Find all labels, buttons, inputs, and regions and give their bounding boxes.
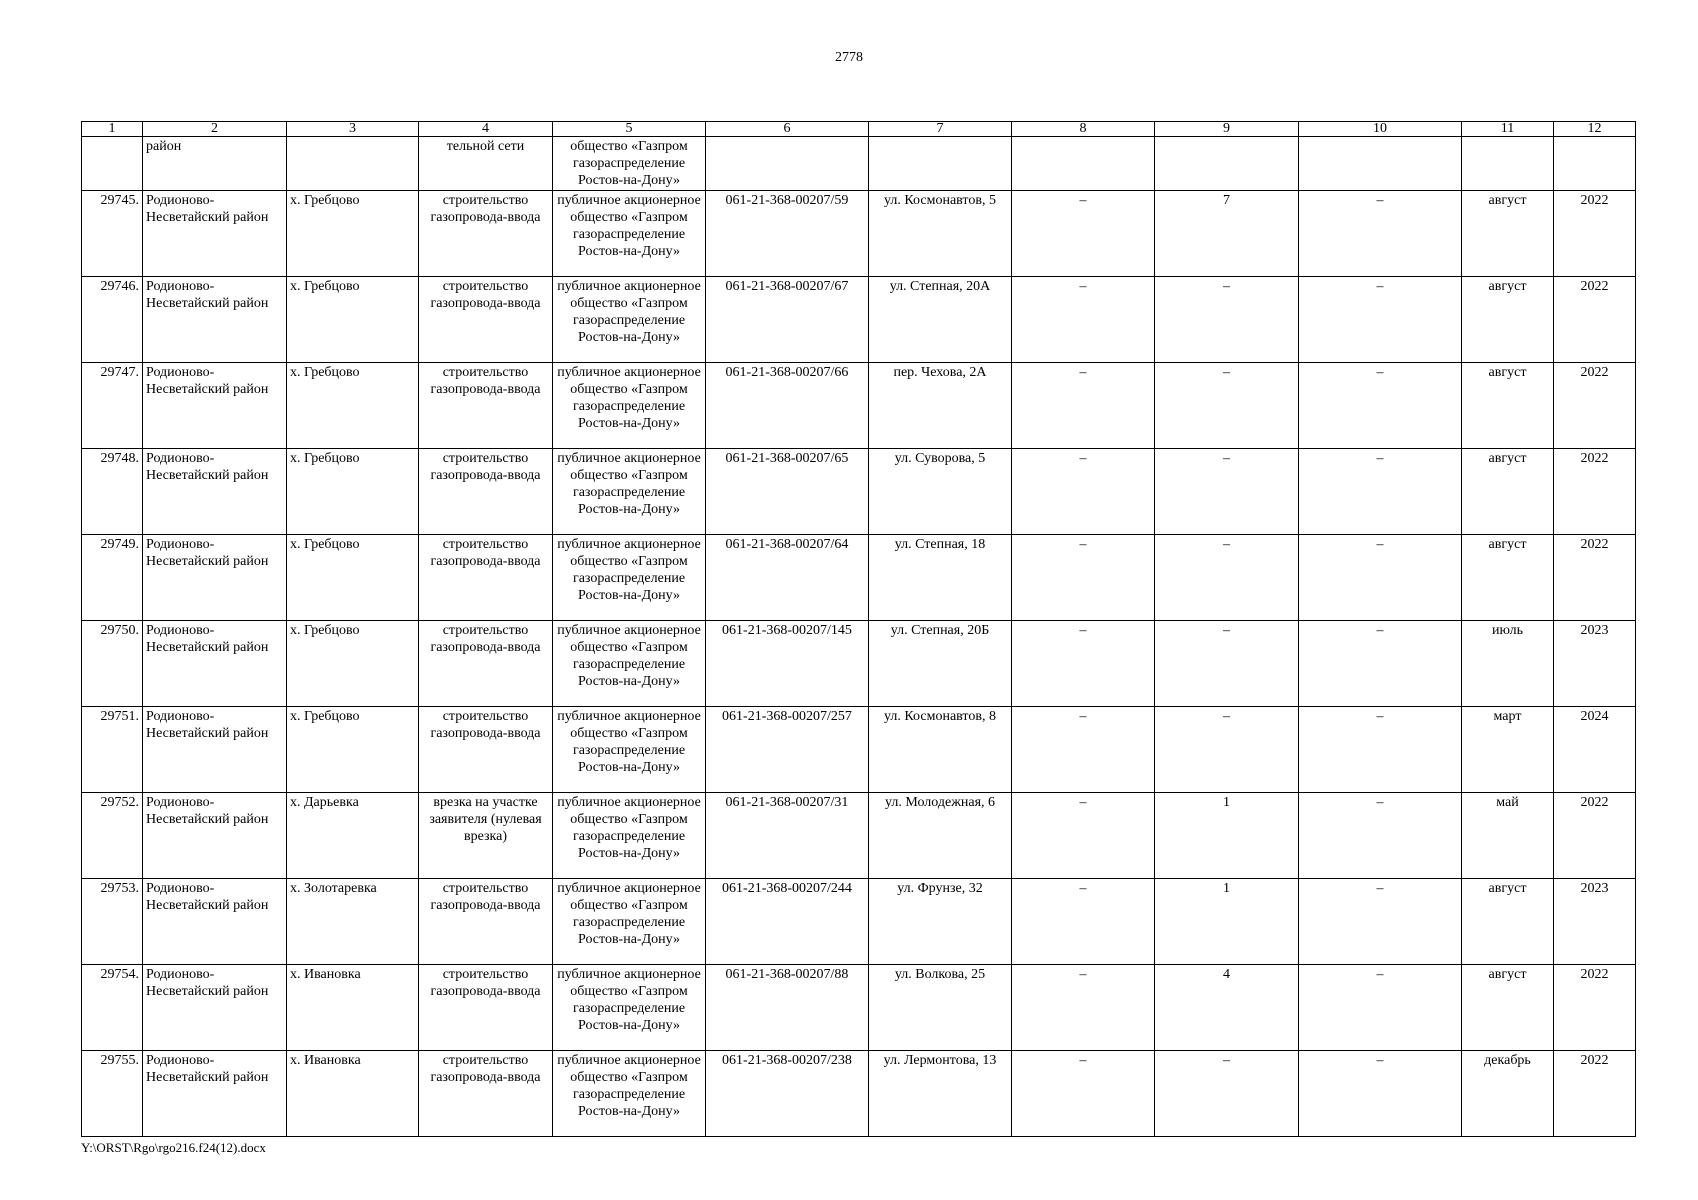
column-header: 7 bbox=[869, 122, 1012, 137]
column-header: 10 bbox=[1299, 122, 1462, 137]
cell-col8: – bbox=[1012, 1050, 1155, 1136]
cell-district: Родионово-Несветайский район bbox=[143, 276, 287, 362]
cell-address: ул. Космонавтов, 5 bbox=[869, 190, 1012, 276]
cell-locality bbox=[287, 137, 419, 191]
cell-district: Родионово-Несветайский район bbox=[143, 448, 287, 534]
cell-address: ул. Фрунзе, 32 bbox=[869, 878, 1012, 964]
cell-org: публичное акционерное общество «Газпром газораспределение Ростов-на-Дону» bbox=[553, 620, 706, 706]
cell-number: 29746. bbox=[82, 276, 143, 362]
column-header: 5 bbox=[553, 122, 706, 137]
cell-address: ул. Космонавтов, 8 bbox=[869, 706, 1012, 792]
cell-col8: – bbox=[1012, 190, 1155, 276]
cell-col9: – bbox=[1155, 276, 1299, 362]
cell-org: публичное акционерное общество «Газпром газораспределение Ростов-на-Дону» bbox=[553, 792, 706, 878]
cell-month: август bbox=[1462, 448, 1554, 534]
cell-number: 29751. bbox=[82, 706, 143, 792]
cell-work: тельной сети bbox=[419, 137, 553, 191]
table-row bbox=[82, 190, 1636, 276]
cell-month: август bbox=[1462, 362, 1554, 448]
cell-col9: 1 bbox=[1155, 878, 1299, 964]
cell-year: 2022 bbox=[1554, 448, 1636, 534]
cell-year: 2023 bbox=[1554, 878, 1636, 964]
cell-col10: – bbox=[1299, 448, 1462, 534]
cell-col8 bbox=[1012, 137, 1155, 191]
cell-number: 29749. bbox=[82, 534, 143, 620]
column-header: 8 bbox=[1012, 122, 1155, 137]
cell-number: 29747. bbox=[82, 362, 143, 448]
cell-year: 2022 bbox=[1554, 362, 1636, 448]
cell-org: публичное акционерное общество «Газпром газораспределение Ростов-на-Дону» bbox=[553, 276, 706, 362]
column-header: 12 bbox=[1554, 122, 1636, 137]
cell-col9: – bbox=[1155, 534, 1299, 620]
column-header: 11 bbox=[1462, 122, 1554, 137]
cell-month: декабрь bbox=[1462, 1050, 1554, 1136]
cell-district: Родионово-Несветайский район bbox=[143, 362, 287, 448]
table-row bbox=[82, 964, 1636, 1050]
table-row bbox=[82, 362, 1636, 448]
cell-month: август bbox=[1462, 878, 1554, 964]
cell-month: май bbox=[1462, 792, 1554, 878]
cell-work: строительство газопровода-ввода bbox=[419, 534, 553, 620]
cell-col8: – bbox=[1012, 878, 1155, 964]
cell-work: врезка на участке заявителя (нулевая врезка) bbox=[419, 792, 553, 878]
table-row bbox=[82, 534, 1636, 620]
cell-col10: – bbox=[1299, 620, 1462, 706]
cell-district: Родионово-Несветайский район bbox=[143, 1050, 287, 1136]
cell-locality: х. Ивановка bbox=[287, 964, 419, 1050]
cell-col9: 7 bbox=[1155, 190, 1299, 276]
cell-district: район bbox=[143, 137, 287, 191]
cell-district: Родионово-Несветайский район bbox=[143, 620, 287, 706]
cell-col10: – bbox=[1299, 792, 1462, 878]
cell-district: Родионово-Несветайский район bbox=[143, 964, 287, 1050]
cell-code: 061-21-368-00207/88 bbox=[706, 964, 869, 1050]
cell-locality: х. Гребцово bbox=[287, 620, 419, 706]
table-row bbox=[82, 878, 1636, 964]
cell-number: 29754. bbox=[82, 964, 143, 1050]
cell-year: 2022 bbox=[1554, 964, 1636, 1050]
cell-address: ул. Степная, 20А bbox=[869, 276, 1012, 362]
cell-number bbox=[82, 137, 143, 191]
cell-number: 29753. bbox=[82, 878, 143, 964]
cell-col10: – bbox=[1299, 534, 1462, 620]
cell-district: Родионово-Несветайский район bbox=[143, 190, 287, 276]
cell-district: Родионово-Несветайский район bbox=[143, 878, 287, 964]
column-header: 2 bbox=[143, 122, 287, 137]
cell-address: ул. Суворова, 5 bbox=[869, 448, 1012, 534]
cell-year bbox=[1554, 137, 1636, 191]
cell-year: 2024 bbox=[1554, 706, 1636, 792]
cell-address: ул. Лермонтова, 13 bbox=[869, 1050, 1012, 1136]
cell-year: 2022 bbox=[1554, 792, 1636, 878]
table-row bbox=[82, 706, 1636, 792]
cell-address: ул. Степная, 18 bbox=[869, 534, 1012, 620]
cell-locality: х. Золотаревка bbox=[287, 878, 419, 964]
cell-col10: – bbox=[1299, 964, 1462, 1050]
cell-col10: – bbox=[1299, 878, 1462, 964]
cell-year: 2022 bbox=[1554, 276, 1636, 362]
table-row bbox=[82, 792, 1636, 878]
cell-col9: – bbox=[1155, 620, 1299, 706]
cell-code: 061-21-368-00207/257 bbox=[706, 706, 869, 792]
cell-year: 2022 bbox=[1554, 534, 1636, 620]
data-table bbox=[81, 121, 1636, 1137]
cell-code: 061-21-368-00207/59 bbox=[706, 190, 869, 276]
cell-col8: – bbox=[1012, 792, 1155, 878]
cell-col8: – bbox=[1012, 448, 1155, 534]
cell-locality: х. Гребцово bbox=[287, 706, 419, 792]
cell-code: 061-21-368-00207/65 bbox=[706, 448, 869, 534]
cell-address bbox=[869, 137, 1012, 191]
cell-org: публичное акционерное общество «Газпром газораспределение Ростов-на-Дону» bbox=[553, 1050, 706, 1136]
cell-locality: х. Гребцово bbox=[287, 534, 419, 620]
cell-col10: – bbox=[1299, 190, 1462, 276]
cell-locality: х. Гребцово bbox=[287, 190, 419, 276]
cell-month bbox=[1462, 137, 1554, 191]
cell-code: 061-21-368-00207/238 bbox=[706, 1050, 869, 1136]
cell-col8: – bbox=[1012, 276, 1155, 362]
cell-address: пер. Чехова, 2А bbox=[869, 362, 1012, 448]
footer-file-path: Y:\ORST\Rgo\rgo216.f24(12).docx bbox=[81, 1140, 266, 1155]
cell-locality: х. Гребцово bbox=[287, 448, 419, 534]
cell-number: 29752. bbox=[82, 792, 143, 878]
cell-locality: х. Ивановка bbox=[287, 1050, 419, 1136]
header-row bbox=[82, 122, 1636, 137]
cell-district: Родионово-Несветайский район bbox=[143, 534, 287, 620]
cell-number: 29745. bbox=[82, 190, 143, 276]
cell-col8: – bbox=[1012, 706, 1155, 792]
cell-year: 2022 bbox=[1554, 1050, 1636, 1136]
continuation-row bbox=[82, 137, 1636, 191]
cell-locality: х. Дарьевка bbox=[287, 792, 419, 878]
cell-number: 29755. bbox=[82, 1050, 143, 1136]
cell-work: строительство газопровода-ввода bbox=[419, 1050, 553, 1136]
table-row bbox=[82, 276, 1636, 362]
cell-code: 061-21-368-00207/31 bbox=[706, 792, 869, 878]
cell-work: строительство газопровода-ввода bbox=[419, 706, 553, 792]
cell-col10: – bbox=[1299, 362, 1462, 448]
column-header: 3 bbox=[287, 122, 419, 137]
cell-org: публичное акционерное общество «Газпром газораспределение Ростов-на-Дону» bbox=[553, 706, 706, 792]
cell-code: 061-21-368-00207/145 bbox=[706, 620, 869, 706]
cell-col8: – bbox=[1012, 620, 1155, 706]
table-row bbox=[82, 1050, 1636, 1136]
cell-code: 061-21-368-00207/66 bbox=[706, 362, 869, 448]
cell-month: март bbox=[1462, 706, 1554, 792]
cell-code: 061-21-368-00207/67 bbox=[706, 276, 869, 362]
cell-org: публичное акционерное общество «Газпром газораспределение Ростов-на-Дону» bbox=[553, 448, 706, 534]
cell-col10: – bbox=[1299, 706, 1462, 792]
cell-work: строительство газопровода-ввода bbox=[419, 276, 553, 362]
cell-number: 29750. bbox=[82, 620, 143, 706]
cell-col8: – bbox=[1012, 534, 1155, 620]
column-header: 1 bbox=[82, 122, 143, 137]
cell-code bbox=[706, 137, 869, 191]
cell-locality: х. Гребцово bbox=[287, 362, 419, 448]
cell-col9 bbox=[1155, 137, 1299, 191]
cell-col9: – bbox=[1155, 448, 1299, 534]
cell-month: август bbox=[1462, 534, 1554, 620]
page-number: 2778 bbox=[835, 50, 863, 65]
cell-work: строительство газопровода-ввода bbox=[419, 964, 553, 1050]
cell-month: июль bbox=[1462, 620, 1554, 706]
column-header: 6 bbox=[706, 122, 869, 137]
cell-code: 061-21-368-00207/64 bbox=[706, 534, 869, 620]
cell-col10: – bbox=[1299, 1050, 1462, 1136]
column-header: 9 bbox=[1155, 122, 1299, 137]
cell-col8: – bbox=[1012, 362, 1155, 448]
cell-address: ул. Волкова, 25 bbox=[869, 964, 1012, 1050]
cell-col10 bbox=[1299, 137, 1462, 191]
cell-year: 2023 bbox=[1554, 620, 1636, 706]
cell-org: публичное акционерное общество «Газпром газораспределение Ростов-на-Дону» bbox=[553, 534, 706, 620]
column-header: 4 bbox=[419, 122, 553, 137]
cell-work: строительство газопровода-ввода bbox=[419, 362, 553, 448]
cell-col9: – bbox=[1155, 362, 1299, 448]
cell-org: публичное акционерное общество «Газпром газораспределение Ростов-на-Дону» bbox=[553, 190, 706, 276]
cell-district: Родионово-Несветайский район bbox=[143, 706, 287, 792]
cell-col9: 1 bbox=[1155, 792, 1299, 878]
cell-col9: – bbox=[1155, 706, 1299, 792]
cell-address: ул. Молодежная, 6 bbox=[869, 792, 1012, 878]
cell-district: Родионово-Несветайский район bbox=[143, 792, 287, 878]
cell-work: строительство газопровода-ввода bbox=[419, 448, 553, 534]
cell-col9: – bbox=[1155, 1050, 1299, 1136]
cell-month: август bbox=[1462, 964, 1554, 1050]
cell-work: строительство газопровода-ввода bbox=[419, 878, 553, 964]
cell-work: строительство газопровода-ввода bbox=[419, 620, 553, 706]
cell-month: август bbox=[1462, 276, 1554, 362]
cell-locality: х. Гребцово bbox=[287, 276, 419, 362]
cell-address: ул. Степная, 20Б bbox=[869, 620, 1012, 706]
cell-col10: – bbox=[1299, 276, 1462, 362]
cell-year: 2022 bbox=[1554, 190, 1636, 276]
cell-org: общество «Газпром газораспределение Ростов-на-Дону» bbox=[553, 137, 706, 191]
cell-code: 061-21-368-00207/244 bbox=[706, 878, 869, 964]
cell-org: публичное акционерное общество «Газпром газораспределение Ростов-на-Дону» bbox=[553, 362, 706, 448]
cell-org: публичное акционерное общество «Газпром газораспределение Ростов-на-Дону» bbox=[553, 878, 706, 964]
cell-number: 29748. bbox=[82, 448, 143, 534]
cell-month: август bbox=[1462, 190, 1554, 276]
cell-work: строительство газопровода-ввода bbox=[419, 190, 553, 276]
cell-col8: – bbox=[1012, 964, 1155, 1050]
cell-col9: 4 bbox=[1155, 964, 1299, 1050]
table-row bbox=[82, 620, 1636, 706]
table-row bbox=[82, 448, 1636, 534]
cell-org: публичное акционерное общество «Газпром газораспределение Ростов-на-Дону» bbox=[553, 964, 706, 1050]
